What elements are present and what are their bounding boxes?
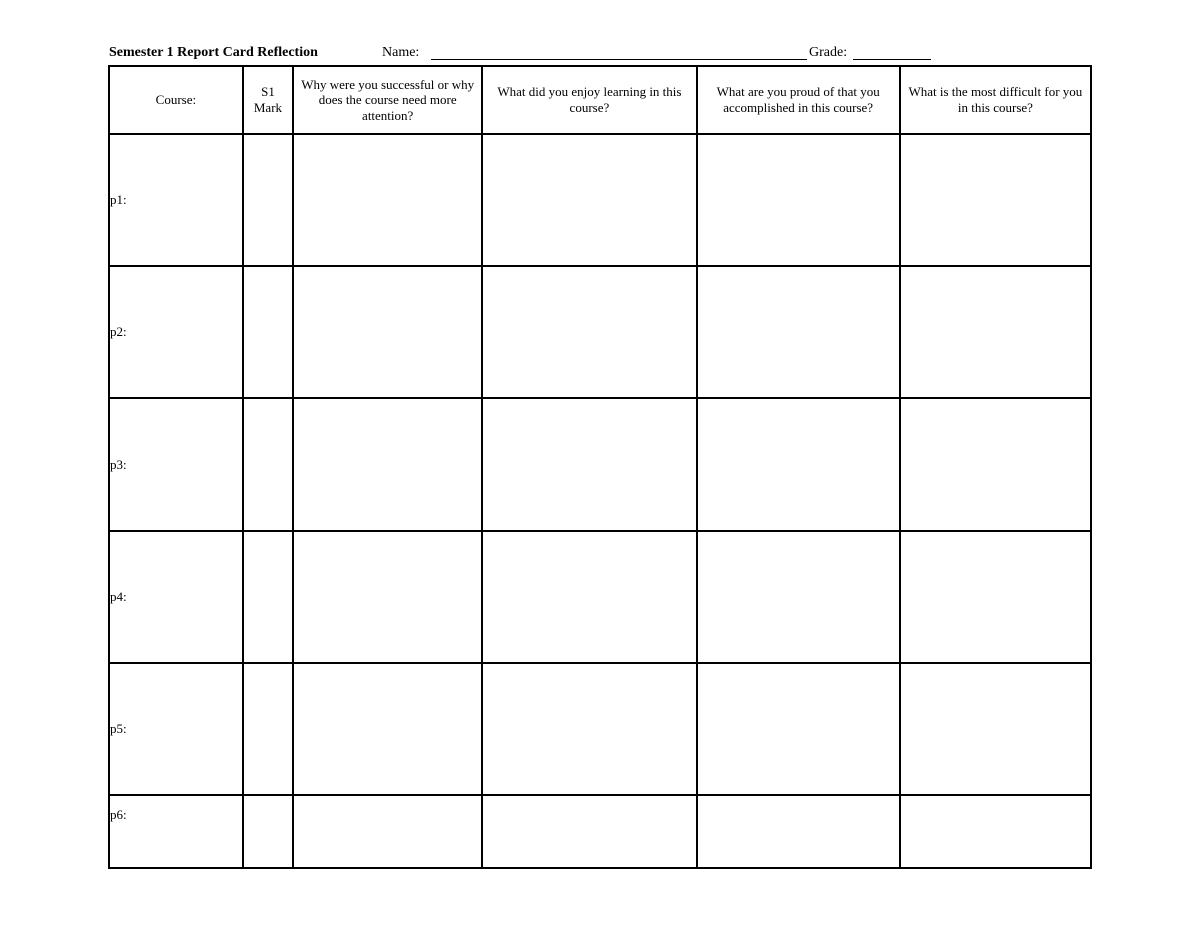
enjoy-learning-cell[interactable] xyxy=(482,266,696,398)
column-header-enjoy-learning: What did you enjoy learning in this course? xyxy=(482,66,696,134)
why-successful-cell[interactable] xyxy=(293,398,482,530)
enjoy-learning-cell[interactable] xyxy=(482,398,696,530)
proud-accomplished-cell[interactable] xyxy=(697,134,900,266)
most-difficult-cell[interactable] xyxy=(900,398,1091,530)
proud-accomplished-cell[interactable] xyxy=(697,398,900,530)
column-header-s1-mark: S1 Mark xyxy=(243,66,293,134)
enjoy-learning-cell[interactable] xyxy=(482,795,696,868)
proud-accomplished-cell[interactable] xyxy=(697,795,900,868)
most-difficult-cell[interactable] xyxy=(900,134,1091,266)
proud-accomplished-cell[interactable] xyxy=(697,663,900,795)
period-label: p3: xyxy=(109,398,243,530)
name-label: Name: xyxy=(382,45,420,60)
why-successful-cell[interactable] xyxy=(293,266,482,398)
column-header-proud-accomplished: What are you proud of that you accomplished in this course? xyxy=(697,66,900,134)
most-difficult-cell[interactable] xyxy=(900,663,1091,795)
enjoy-learning-cell[interactable] xyxy=(482,531,696,663)
table-row xyxy=(109,663,1091,795)
why-successful-cell[interactable] xyxy=(293,795,482,868)
why-successful-cell[interactable] xyxy=(293,134,482,266)
grade-blank-line[interactable] xyxy=(853,59,931,60)
period-label: p5: xyxy=(109,663,243,795)
enjoy-learning-cell[interactable] xyxy=(482,134,696,266)
why-successful-cell[interactable] xyxy=(293,663,482,795)
most-difficult-cell[interactable] xyxy=(900,531,1091,663)
reflection-table xyxy=(108,65,1092,869)
worksheet-header xyxy=(109,45,1099,63)
why-successful-cell[interactable] xyxy=(293,531,482,663)
s1-mark-cell[interactable] xyxy=(243,266,293,398)
column-header-course: Course: xyxy=(109,66,243,134)
s1-mark-cell[interactable] xyxy=(243,398,293,530)
most-difficult-cell[interactable] xyxy=(900,795,1091,868)
grade-label: Grade: xyxy=(809,45,848,60)
period-label: p1: xyxy=(109,134,243,266)
period-label: p2: xyxy=(109,266,243,398)
name-blank-line[interactable] xyxy=(431,59,807,60)
proud-accomplished-cell[interactable] xyxy=(697,531,900,663)
period-label: p6: xyxy=(109,795,243,868)
s1-mark-cell[interactable] xyxy=(243,531,293,663)
most-difficult-cell[interactable] xyxy=(900,266,1091,398)
column-header-most-difficult: What is the most difficult for you in this course? xyxy=(900,66,1091,134)
table-row xyxy=(109,795,1091,868)
s1-mark-cell[interactable] xyxy=(243,795,293,868)
s1-mark-cell[interactable] xyxy=(243,663,293,795)
table-row xyxy=(109,134,1091,266)
table-row xyxy=(109,531,1091,663)
table-header-row xyxy=(109,66,1091,134)
s1-mark-cell[interactable] xyxy=(243,134,293,266)
proud-accomplished-cell[interactable] xyxy=(697,266,900,398)
worksheet-title: Semester 1 Report Card Reflection xyxy=(109,45,318,60)
period-label: p4: xyxy=(109,531,243,663)
enjoy-learning-cell[interactable] xyxy=(482,663,696,795)
table-row xyxy=(109,266,1091,398)
column-header-why-successful: Why were you successful or why does the course need more attention? xyxy=(293,66,482,134)
table-row xyxy=(109,398,1091,530)
